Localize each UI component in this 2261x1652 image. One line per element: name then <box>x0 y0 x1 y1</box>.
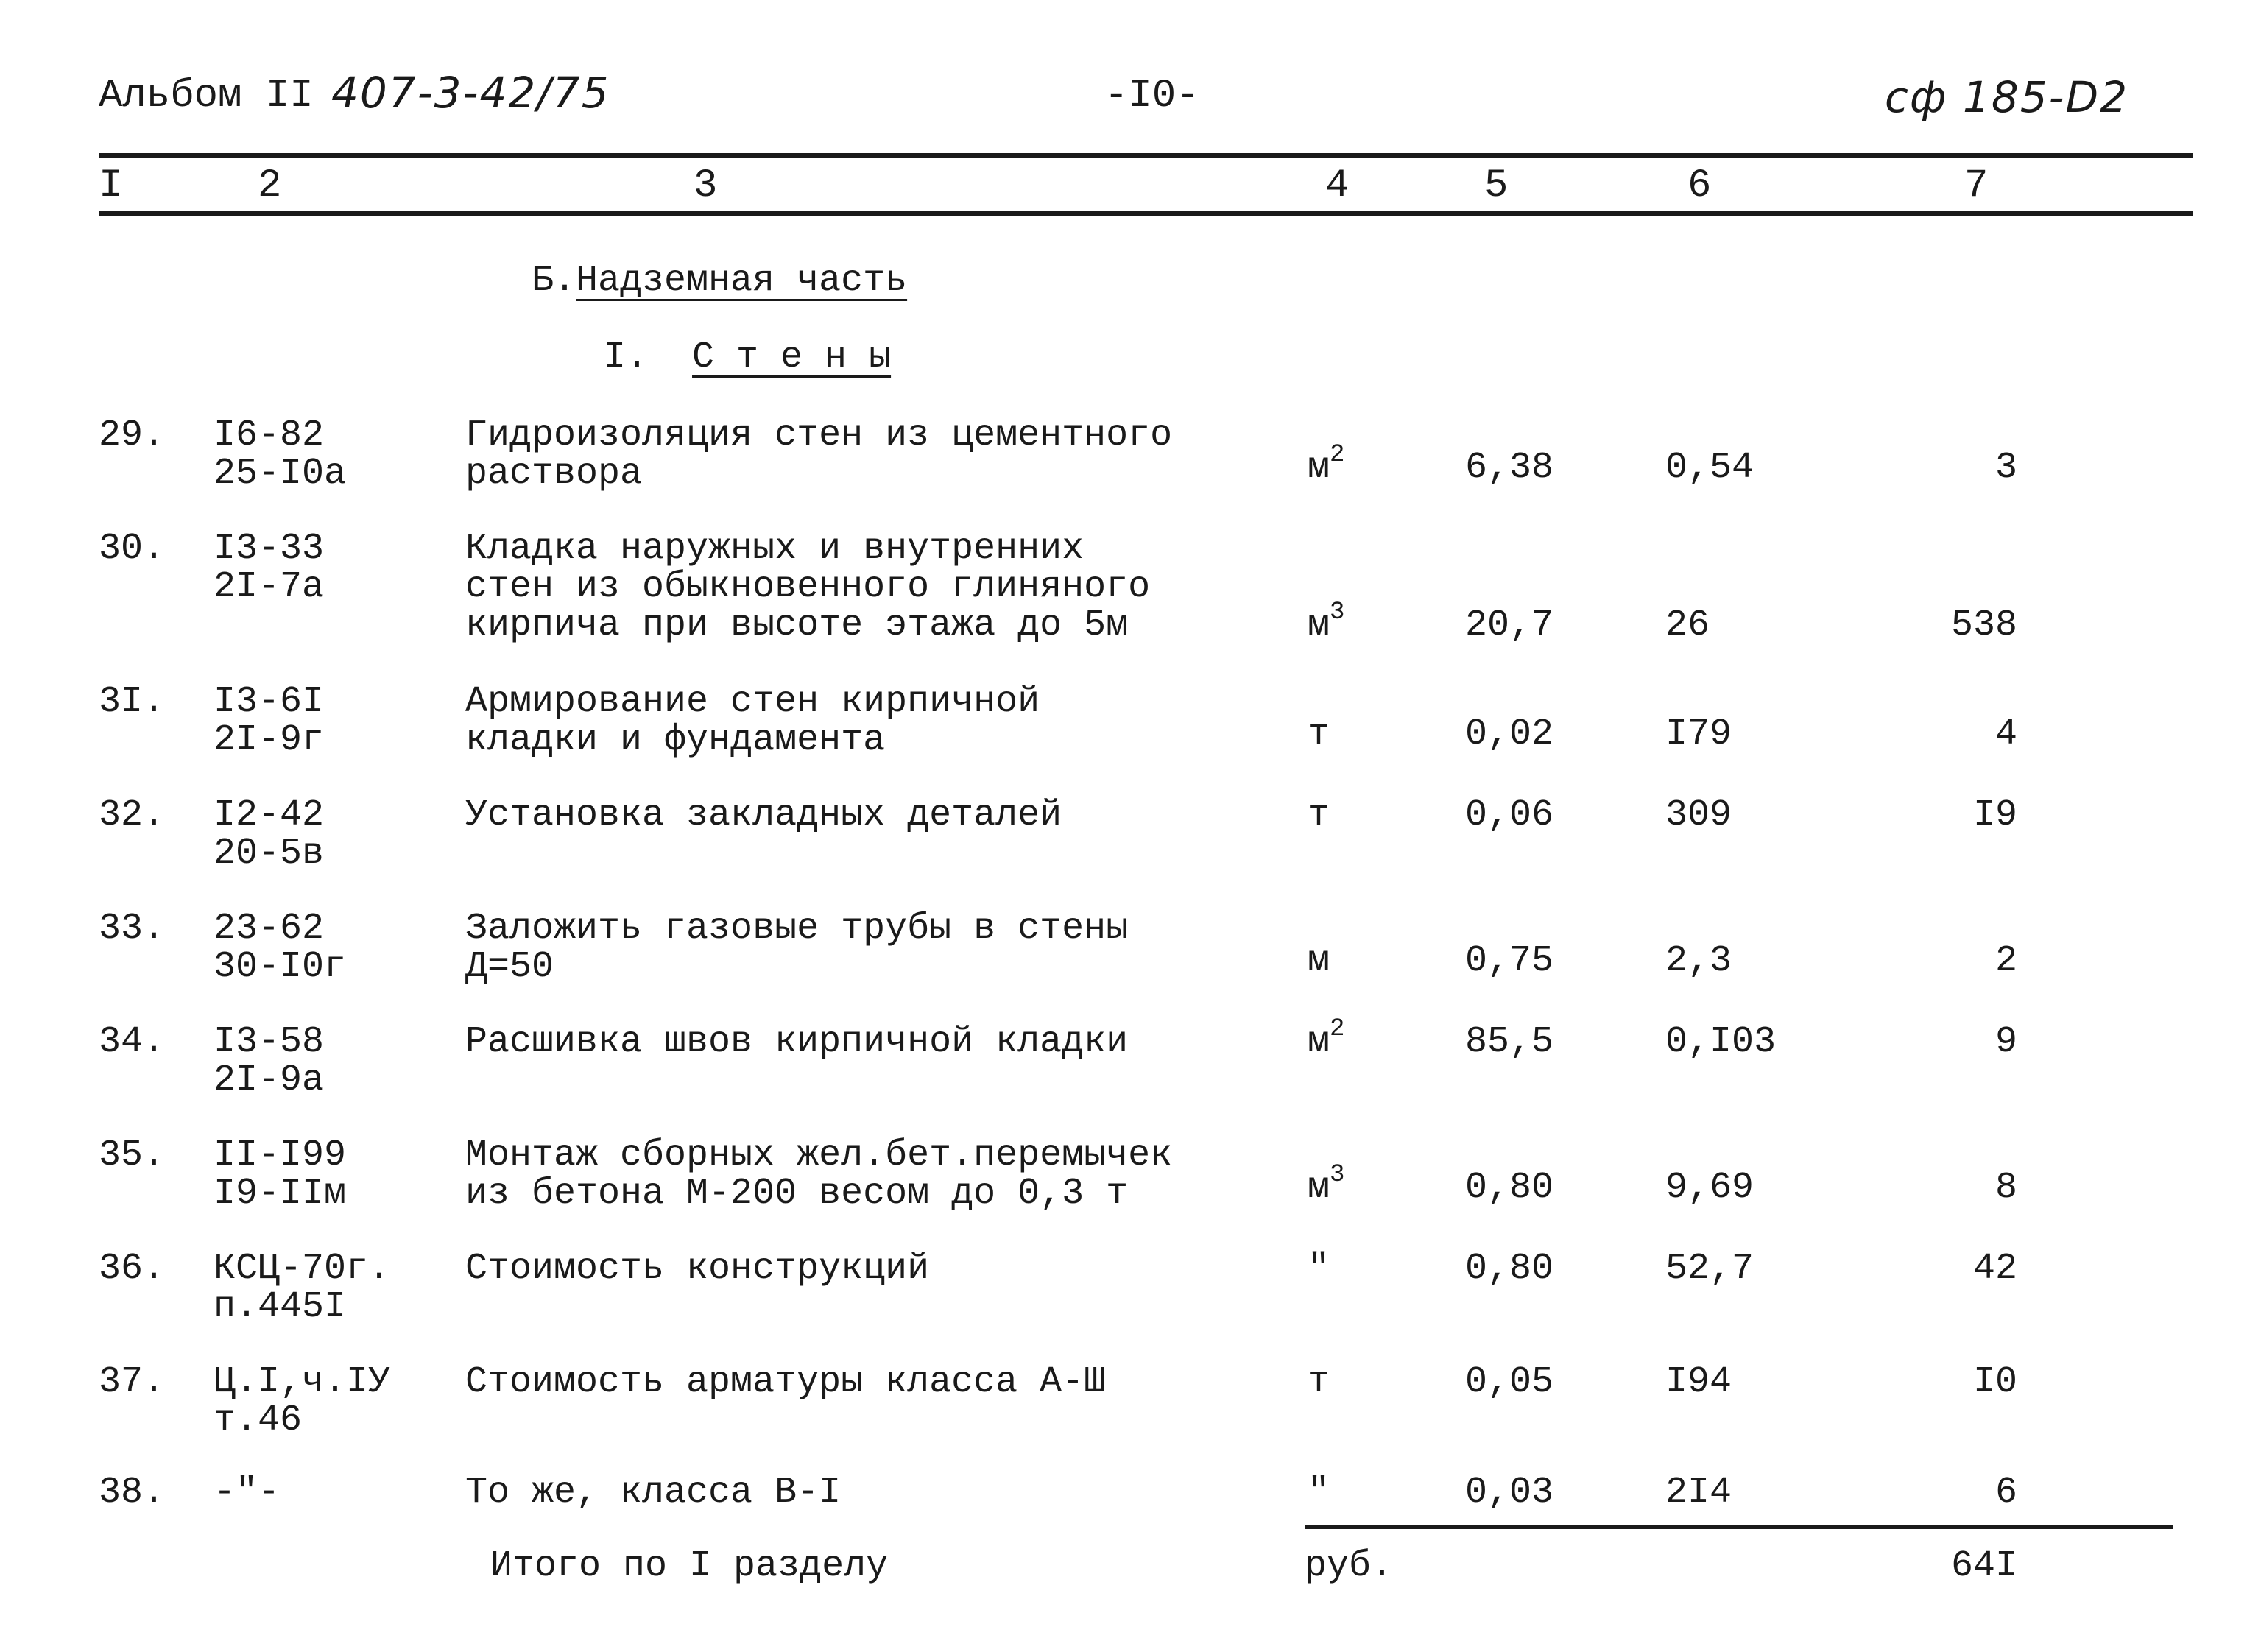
col-header-7: 7 <box>1964 163 1989 208</box>
row-unit <box>1308 794 1330 836</box>
row-unit-exponent: 3 <box>1330 1161 1345 1190</box>
row-quantity: 0,80 <box>1464 1167 1553 1209</box>
row-quantity: 20,7 <box>1464 604 1553 646</box>
row-unit-base: м <box>1308 1021 1330 1063</box>
row-description-line: Д=50 <box>465 946 554 988</box>
row-code-line: Ц.I,ч.IУ <box>214 1361 391 1403</box>
subsection-prefix: I. <box>604 336 649 378</box>
row-description-line: Стоимость арматуры класса А-Ш <box>465 1361 1107 1403</box>
row-quantity: 0,75 <box>1464 940 1553 982</box>
row-total: I0 <box>1972 1361 2017 1403</box>
row-code-line: п.445I <box>214 1286 347 1328</box>
row-unit-exponent: 3 <box>1330 599 1345 627</box>
row-code-line: КСЦ-70г. <box>214 1248 391 1290</box>
row-number: 33. <box>99 908 166 950</box>
row-unit-base: т <box>1308 713 1330 755</box>
row-unit-price: I79 <box>1665 713 1732 755</box>
row-total: 4 <box>1994 713 2017 755</box>
row-description-line: Кладка наружных и внутренних <box>465 528 1084 570</box>
row-total: 3 <box>1994 447 2017 489</box>
row-unit <box>1308 1363 1330 1402</box>
row-unit-base: м <box>1308 604 1330 646</box>
row-unit-base: м <box>1308 940 1330 982</box>
row-unit-price: I94 <box>1665 1361 1732 1403</box>
row-quantity: 6,38 <box>1464 447 1553 489</box>
row-code-line: I6-82 <box>214 414 325 456</box>
row-total: 9 <box>1994 1021 2017 1063</box>
row-description-line: стен из обыкновенного глиняного <box>465 566 1151 608</box>
total-label: Итого по I разделу <box>490 1545 889 1587</box>
row-quantity: 0,06 <box>1464 794 1553 836</box>
row-unit <box>1308 713 1330 755</box>
row-number: 30. <box>99 528 166 570</box>
row-total: I9 <box>1972 794 2017 836</box>
row-total: 8 <box>1994 1167 2017 1209</box>
project-code: 407-3-42/75 <box>331 68 610 118</box>
row-unit-exponent: 2 <box>1330 1015 1345 1044</box>
row-code-line: 30-I0г <box>214 946 347 988</box>
subsection-title <box>604 336 892 378</box>
total-rule <box>1305 1525 2173 1529</box>
row-unit <box>1308 599 1345 646</box>
row-code-line: 20-5в <box>214 833 325 875</box>
row-unit-base: м <box>1308 1167 1330 1209</box>
row-code-line: I3-6I <box>214 681 325 723</box>
album-label: Альбом II <box>99 74 314 119</box>
col-header-1: I <box>99 163 123 208</box>
row-unit-exponent: 2 <box>1330 441 1345 470</box>
row-quantity: 0,02 <box>1464 713 1553 755</box>
row-unit-price: 309 <box>1665 794 1732 836</box>
row-total: 42 <box>1972 1248 2017 1290</box>
row-unit <box>1308 1015 1345 1063</box>
row-unit-base: т <box>1308 1361 1330 1403</box>
row-total: 2 <box>1994 940 2017 982</box>
row-number: 29. <box>99 414 166 456</box>
row-description-line: Гидроизоляция стен из цементного <box>465 414 1173 456</box>
col-header-4: 4 <box>1325 163 1350 208</box>
row-unit <box>1308 1161 1345 1209</box>
row-unit-price: 2I4 <box>1665 1472 1732 1514</box>
row-unit <box>1308 1474 1330 1512</box>
row-code-line: -"- <box>214 1472 281 1514</box>
row-unit-base: т <box>1308 794 1330 836</box>
row-unit-base: " <box>1308 1472 1330 1514</box>
col-header-2: 2 <box>258 163 282 208</box>
sheet-code: сф 185-D2 <box>1885 72 2129 122</box>
row-unit <box>1308 1250 1330 1288</box>
row-number: 34. <box>99 1021 166 1063</box>
row-description-line: Установка закладных деталей <box>465 794 1062 836</box>
row-unit-price: 52,7 <box>1665 1248 1754 1290</box>
row-code-line: 2I-9a <box>214 1059 325 1101</box>
row-total: 538 <box>1950 604 2017 646</box>
row-code-line: I2-42 <box>214 794 325 836</box>
header-bottom-rule <box>99 211 2193 216</box>
section-title <box>532 262 907 300</box>
col-header-5: 5 <box>1484 163 1509 208</box>
col-header-3: 3 <box>694 163 718 208</box>
row-quantity: 0,80 <box>1464 1248 1553 1290</box>
row-number: 38. <box>99 1472 166 1514</box>
row-description-line: раствора <box>465 453 643 495</box>
row-description-line: кладки и фундамента <box>465 719 886 761</box>
row-number: 35. <box>99 1134 166 1176</box>
row-code-line: 2I-7a <box>214 566 325 608</box>
row-quantity: 0,05 <box>1464 1361 1553 1403</box>
row-description-line: То же, класса В-I <box>465 1472 842 1514</box>
row-number: 3I. <box>99 681 166 723</box>
row-number: 37. <box>99 1361 166 1403</box>
top-rule <box>99 153 2193 158</box>
total-amount: 64I <box>1950 1545 2017 1587</box>
row-description-line: Армирование стен кирпичной <box>465 681 1040 723</box>
row-code-line: 25-I0a <box>214 453 347 495</box>
row-code-line: II-I99 <box>214 1134 347 1176</box>
row-number: 32. <box>99 794 166 836</box>
row-code-line: 23-62 <box>214 908 325 950</box>
row-description-line: Расшивка швов кирпичной кладки <box>465 1021 1129 1063</box>
row-unit-price: 0,I03 <box>1665 1021 1777 1063</box>
page-number: -I0- <box>1104 74 1200 119</box>
section-prefix: Б. <box>532 260 576 302</box>
section-name: Надземная часть <box>576 260 908 302</box>
row-unit-base: м <box>1308 447 1330 489</box>
row-description-line: из бетона М-200 весом до 0,3 т <box>465 1173 1129 1215</box>
row-code-line: т.46 <box>214 1399 303 1441</box>
row-code-line: I9-IIм <box>214 1173 347 1215</box>
row-number: 36. <box>99 1248 166 1290</box>
row-unit <box>1308 441 1345 489</box>
row-code-line: I3-58 <box>214 1021 325 1063</box>
row-description-line: Монтаж сборных жел.бет.перемычек <box>465 1134 1173 1176</box>
row-description-line: кирпича при высоте этажа до 5м <box>465 604 1129 646</box>
row-unit-base: " <box>1308 1248 1330 1290</box>
row-unit <box>1308 942 1330 981</box>
col-header-6: 6 <box>1687 163 1712 208</box>
row-unit-price: 0,54 <box>1665 447 1754 489</box>
row-unit-price: 9,69 <box>1665 1167 1754 1209</box>
row-code-line: I3-33 <box>214 528 325 570</box>
row-unit-price: 26 <box>1665 604 1710 646</box>
row-code-line: 2I-9г <box>214 719 325 761</box>
row-description-line: Заложить газовые трубы в стены <box>465 908 1129 950</box>
row-total: 6 <box>1994 1472 2017 1514</box>
row-description-line: Стоимость конструкций <box>465 1248 930 1290</box>
total-unit: руб. <box>1305 1545 1394 1587</box>
row-quantity: 0,03 <box>1464 1472 1553 1514</box>
subsection-name: С т е н ы <box>692 336 892 378</box>
row-quantity: 85,5 <box>1464 1021 1553 1063</box>
row-unit-price: 2,3 <box>1665 940 1732 982</box>
